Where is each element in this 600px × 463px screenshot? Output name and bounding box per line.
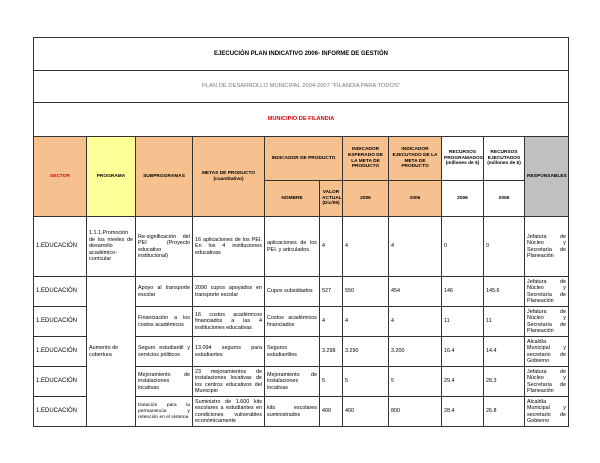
cell-valor: 4 [320, 217, 343, 277]
cell-esperado: 4 [343, 307, 389, 337]
cell-meta: 16 aplicaciones de los PEI. En los 4 instituciones educativas [193, 217, 265, 277]
header-year-ejecutado: 2006 [389, 181, 442, 217]
cell-sector: 1.EDUCACIÓN [34, 277, 87, 307]
cell-sector: 1.EDUCACIÓN [34, 307, 87, 337]
cell-subprograma: Financiación a los costos académicos [136, 307, 193, 337]
cell-recursos-ejecutados: 26.8 [484, 397, 525, 427]
header-valor-actual: VALOR ACTUAL (Dic/05) [320, 181, 343, 217]
cell-programa-merged: Aumento de cobertura [87, 277, 136, 427]
cell-recursos-ejecutados: 14.4 [484, 337, 525, 367]
header-metas: METAS DE PRODUCTO (cuantitativo) [193, 137, 265, 217]
cell-esperado: 550 [343, 277, 389, 307]
cell-sector: 1.EDUCACIÓN [34, 337, 87, 367]
cell-meta: 16 costos académicos financiados a las 4 instituciones educativas [193, 307, 265, 337]
cell-responsable: Jefatura de Núcleo y Secretaría de Planeación [525, 277, 569, 307]
cell-esperado: 5 [343, 367, 389, 397]
header-recursos-programados: RECURSOS PROGRAMADOS (millones de $) [442, 137, 484, 181]
header-subprogramas: SUBPROGRAMAS [136, 137, 193, 217]
cell-nombre: Cupos subsidiados [265, 277, 320, 307]
report-title: EJECUCIÓN PLAN INDICATIVO 2006- INFORME DE GESTIÓN [34, 38, 569, 71]
cell-ejecutado: 3.200 [389, 337, 442, 367]
cell-responsable: Jefatura de Núcleo y Secretaría de Planeación [525, 217, 569, 277]
cell-subprograma: Re-significación del PEI (Proyecto educativo institucional) [136, 217, 193, 277]
header-nombre: NOMBRE [265, 181, 320, 217]
cell-recursos-ejecutados: 0 [484, 217, 525, 277]
cell-nombre: Seguros estudiantiles [265, 337, 320, 367]
cell-programa: 1.1.1.Promoción de los niveles de desarrollo académico-curricular [87, 217, 136, 277]
cell-recursos-programados: 146 [442, 277, 484, 307]
plan-table [33, 37, 569, 427]
cell-recursos-programados: 0 [442, 217, 484, 277]
cell-sector: 1.EDUCACIÓN [34, 217, 87, 277]
cell-responsable: Alcaldía Municipal y secretario de Gobierno [525, 397, 569, 427]
header-recursos-ejecutados: RECURSOS EJECUTADOS (millones de $) [484, 137, 525, 181]
header-programa: PROGRAMA [87, 137, 136, 217]
header-ejecutado: INDICADOR EJECUTADO DE LA META DE PRODUCTO [389, 137, 442, 181]
cell-recursos-programados: 29.4 [442, 367, 484, 397]
header-year-programados: 2006 [442, 181, 484, 217]
cell-esperado: 4 [343, 217, 389, 277]
cell-meta: 2090 cupos apoyados en transporte escolar [193, 277, 265, 307]
cell-subprograma: Seguro estudiantil y servicios póliticos [136, 337, 193, 367]
cell-valor: 3.298 [320, 337, 343, 367]
cell-responsable: Alcaldía Municipal y secretario de Gobierno [525, 337, 569, 367]
table-row [34, 217, 569, 277]
cell-valor: 400 [320, 397, 343, 427]
cell-sector: 1.EDUCACIÓN [34, 397, 87, 427]
cell-responsable: Jefatura de Núcleo y Secretaría de Planeación [525, 367, 569, 397]
cell-recursos-programados: 16.4 [442, 337, 484, 367]
spreadsheet [33, 37, 568, 427]
cell-recursos-ejecutados: 11 [484, 307, 525, 337]
cell-valor: 4 [320, 307, 343, 337]
plan-subtitle: PLAN DE DESARROLLO MUNICIPAL 2004-2007 "FILANDIA PARA TODOS" [34, 71, 569, 103]
municipio-title: MUNICIPIO DE FILANDIA [34, 103, 569, 137]
cell-ejecutado: 800 [389, 397, 442, 427]
cell-recursos-programados: 11 [442, 307, 484, 337]
cell-ejecutado: 4 [389, 307, 442, 337]
cell-nombre: Mejoramiento de instalaciones locativas [265, 367, 320, 397]
cell-valor: 5 [320, 367, 343, 397]
cell-meta: Suministro de 1.600 kits escolares a estudiantes en condiciones vulnerables económicamente [193, 397, 265, 427]
cell-nombre: kits escolares suministrados [265, 397, 320, 427]
cell-nombre: aplicaciones de los PEI. y articulados. [265, 217, 320, 277]
cell-sector: 1.EDUCACIÓN [34, 367, 87, 397]
header-indicador: INDICADOR DE PRODUCTO [265, 137, 343, 181]
cell-recursos-programados: 28.4 [442, 397, 484, 427]
cell-responsable: Jefatura de Núcleo y Secretaría de Planeación [525, 307, 569, 337]
cell-ejecutado: 5 [389, 367, 442, 397]
cell-ejecutado: 454 [389, 277, 442, 307]
header-year-esperado: 2006 [343, 181, 389, 217]
cell-meta: 13.094 seguros para estudiantes [193, 337, 265, 367]
cell-recursos-ejecutados: 28.3 [484, 367, 525, 397]
cell-nombre: Costos académicos financiados [265, 307, 320, 337]
header-esperado: INDICADOR ESPERADO DE LA META DE PRODUCTO [343, 137, 389, 181]
cell-valor: 527 [320, 277, 343, 307]
table-row [34, 277, 569, 307]
header-responsables: RESPONSABLES [525, 137, 569, 217]
cell-subprograma: Apoyo al transporte escolar [136, 277, 193, 307]
cell-recursos-ejecutados: 145.6 [484, 277, 525, 307]
cell-ejecutado: 4 [389, 217, 442, 277]
cell-meta: 23 mejoramientos de instalaciones locativas de los centros educativos del Municipio [193, 367, 265, 397]
header-sector: SECTOR [34, 137, 87, 217]
cell-subprograma: Mejoramiento de instalaciones locativas [136, 367, 193, 397]
cell-esperado: 400 [343, 397, 389, 427]
cell-esperado: 3.290 [343, 337, 389, 367]
cell-subprograma: Dotación para la permanencia y retención en el sistema [136, 397, 193, 427]
header-year-ejecutados: 2006 [484, 181, 525, 217]
